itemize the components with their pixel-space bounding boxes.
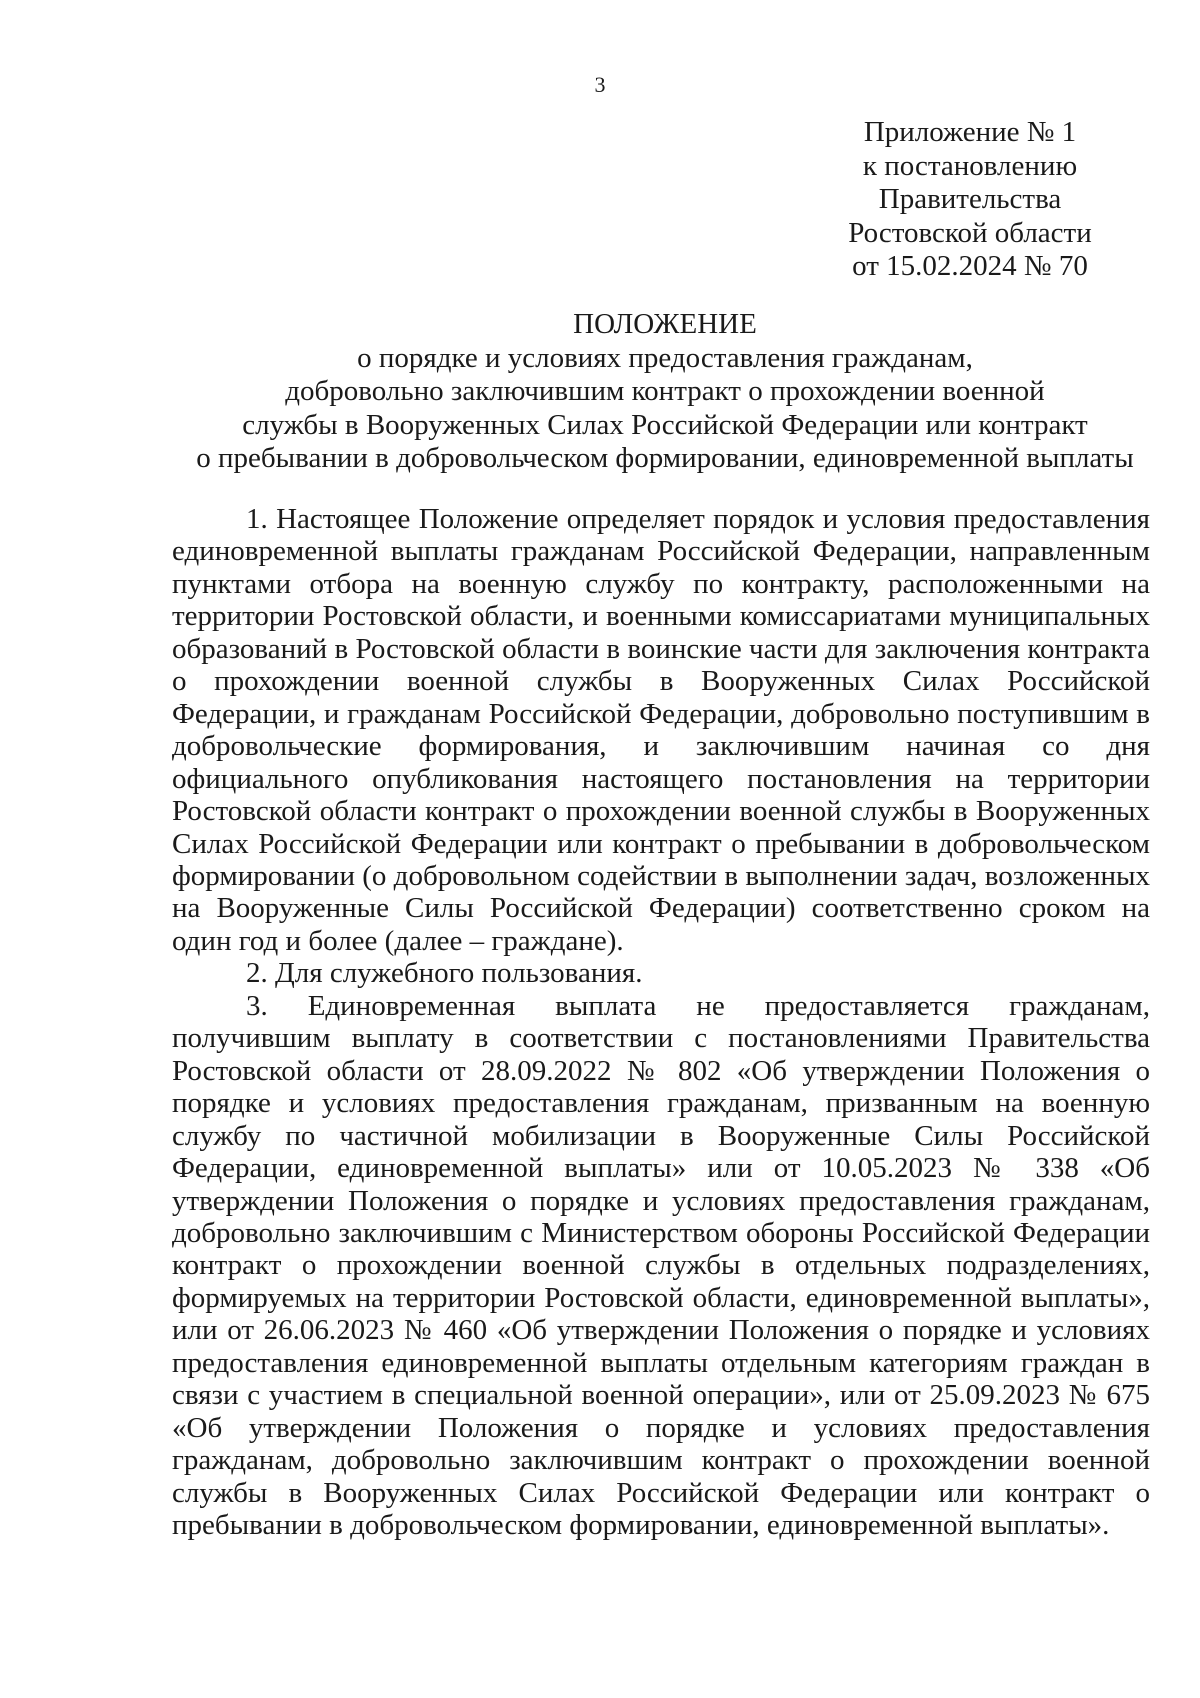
appendix-block — [820, 116, 1120, 284]
paragraph: 2. Для служебного пользования. — [246, 957, 643, 990]
appendix-line: к постановлению — [862, 149, 1078, 182]
title-line: о пребывании в добровольческом формировании, единовременной выплаты — [196, 442, 1134, 474]
title-line: добровольно заключившим контракт о прохождении военной — [285, 375, 1045, 407]
appendix-line: Приложение № 1 — [863, 116, 1077, 148]
appendix-line: Ростовской области — [848, 216, 1092, 249]
appendix-line: от 15.02.2024 № 70 — [852, 250, 1088, 282]
paragraph: 3. Единовременная выплата не предоставляется гражданам, получившим выплату в соответствии с постановлениями Правительства Ростовской области от 28.09.2022 № 802 «Об утверждении Положения о порядке и условиях предоставления гражданам, призванным на военную службу по частичной мобилизации в Вооруженные Силы Российской Федерации, единовременной выплаты» или от 10.05.2023 № 338 «Об утверждении Положения о порядке и условиях предоставления гражданам, добровольно заключившим с Министерством обороны Российской Федерации контракт о прохождении военной службы в отдельных подразделениях, формируемых на территории Ростовской области, единовременной выплаты», или от 26.06.2023 № 460 «Об утверждении Положения о порядке и условиях предоставления единовременной выплаты отдельным категориям граждан в связи с участием в специальной военной операции», или от 25.09.2023 № 675 «Об утверждении Положения о порядке и условиях предоставления гражданам, добровольно заключившим контракт о прохождении военной службы в Вооруженных Силах Российской Федерации или контракт о пребывании в добровольческом формировании, единовременной выплаты». — [172, 989, 1150, 1542]
appendix-line: Правительства — [878, 183, 1062, 215]
paragraph: 1. Настоящее Положение определяет порядок и условия предоставления единовременной выплаты гражданам Российской Федерации, направленным пунктами отбора на военную службу по контракту, расположенными на территории Ростовской области, и военными комиссариатами муниципальных образований в Ростовской области в воинские части для заключения контракта о прохождении военной службы в Вооруженных Силах Российской Федерации, и гражданам Российской Федерации, добровольно поступившим в добровольческие формирования, и заключившим начиная со дня официального опубликования настоящего постановления на территории Ростовской области контракт о прохождении военной службы в Вооруженных Силах Российской Федерации или контракт о пребывании в добровольческом формировании (о добровольном содействии в выполнении задач, возложенных на Вооруженные Силы Российской Федерации) соответственно сроком на один год и более (далее – граждане). — [172, 503, 1150, 957]
page-number: 3 — [594, 72, 606, 97]
document-title — [170, 308, 1160, 476]
document-body — [172, 503, 1150, 1542]
title-heading: ПОЛОЖЕНИЕ — [573, 308, 757, 340]
title-line: о порядке и условиях предоставления гражданам, — [357, 341, 973, 374]
title-line: службы в Вооруженных Силах Российской Федерации или контракт — [242, 408, 1088, 441]
